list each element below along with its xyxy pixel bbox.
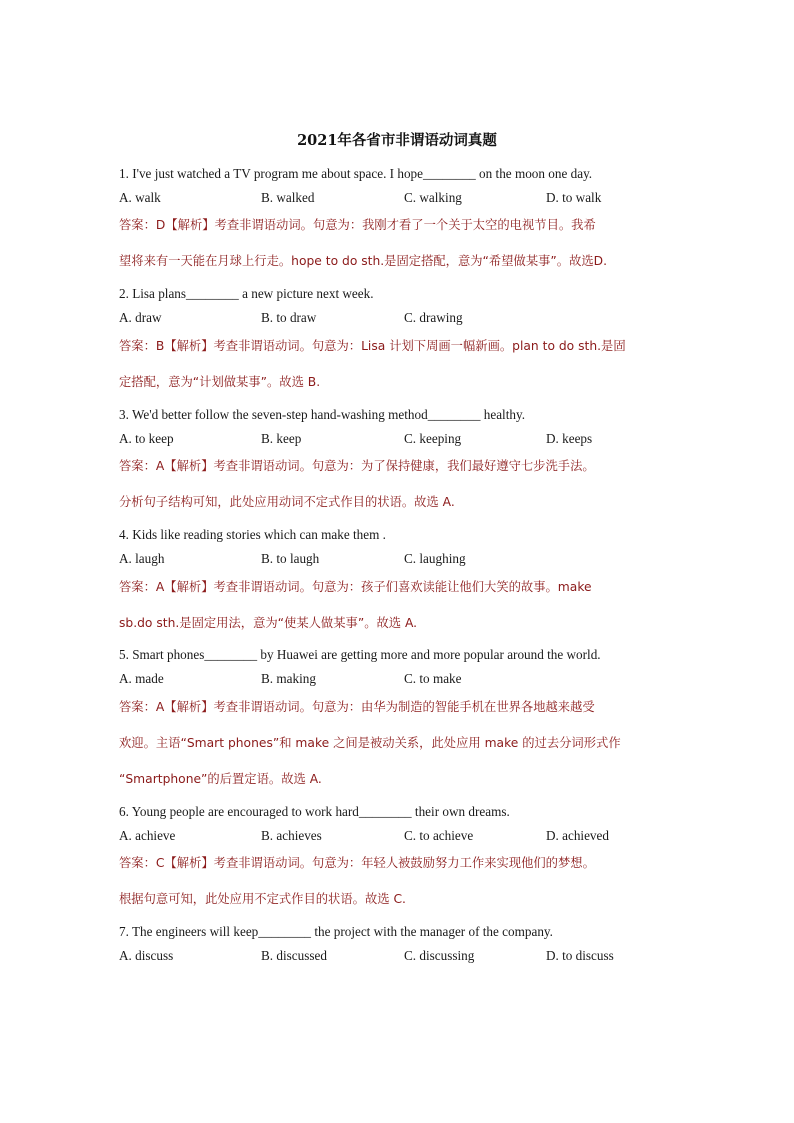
option-c: C. drawing xyxy=(404,310,463,325)
answer-explanation xyxy=(119,689,675,797)
answer-line: “Smartphone”的后置定语。故选 A. xyxy=(119,772,322,786)
option-b: B. discussed xyxy=(261,948,327,963)
option-a: A. to keep xyxy=(119,431,174,446)
option-d: D. to walk xyxy=(546,190,602,205)
answer-explanation xyxy=(119,448,675,520)
question-stem: 2. Lisa plans________ a new picture next week. xyxy=(119,286,374,301)
page-title: 2021年各省市非谓语动词真题 xyxy=(297,132,497,149)
option-a: A. draw xyxy=(119,310,162,325)
answer-line: 答案：B【解析】考查非谓语动词。句意为：Lisa 计划下周画一幅新画。plan to do sth.是固 xyxy=(119,339,626,353)
option-b: B. to laugh xyxy=(261,551,320,566)
option-a: A. achieve xyxy=(119,828,176,843)
option-b: B. keep xyxy=(261,431,302,446)
answer-line: sb.do sth.是固定用法，意为“使某人做某事”。故选 A. xyxy=(119,616,418,630)
question-stem: 6. Young people are encouraged to work hard________ their own dreams. xyxy=(119,804,510,819)
option-c: C. discussing xyxy=(404,948,475,963)
question-stem: 4. Kids like reading stories which can make them . xyxy=(119,527,386,542)
option-a: A. laugh xyxy=(119,551,165,566)
option-row xyxy=(119,190,689,208)
option-row xyxy=(119,431,689,449)
option-c: C. walking xyxy=(404,190,462,205)
option-row xyxy=(119,551,689,569)
question-stem: 5. Smart phones________ by Huawei are getting more and more popular around the world. xyxy=(119,647,601,662)
question-stem: 3. We'd better follow the seven-step hand-washing method________ healthy. xyxy=(119,407,526,422)
option-b: B. making xyxy=(261,671,316,686)
option-b: B. to draw xyxy=(261,310,317,325)
answer-line: 根据句意可知，此处应用不定式作目的状语。故选 C. xyxy=(119,892,406,906)
option-row xyxy=(119,310,689,328)
answer-line: 答案：A【解析】考查非谓语动词。句意为：由华为制造的智能手机在世界各地越来越受 xyxy=(119,700,595,714)
answer-line: 答案：A【解析】考查非谓语动词。句意为：为了保持健康，我们最好遵守七步洗手法。 xyxy=(119,459,595,473)
question-stem: 7. The engineers will keep________ the project with the manager of the company. xyxy=(119,924,553,939)
option-a: A. made xyxy=(119,671,164,686)
option-d: D. achieved xyxy=(546,828,609,843)
option-d: D. to discuss xyxy=(546,948,614,963)
option-b: B. walked xyxy=(261,190,315,205)
answer-explanation xyxy=(119,207,675,279)
answer-explanation xyxy=(119,569,675,641)
answer-line: 分析句子结构可知，此处应用动词不定式作目的状语。故选 A. xyxy=(119,495,455,509)
option-d: D. keeps xyxy=(546,431,593,446)
answer-explanation xyxy=(119,328,675,400)
answer-line: 望将来有一天能在月球上行走。hope to do sth.是固定搭配，意为“希望做某事”。故选D. xyxy=(119,254,608,268)
option-a: A. discuss xyxy=(119,948,174,963)
option-row xyxy=(119,671,689,689)
option-row xyxy=(119,828,689,846)
answer-line: 欢迎。主语“Smart phones”和 make 之间是被动关系，此处应用 make 的过去分词形式作 xyxy=(119,736,621,750)
option-c: C. to achieve xyxy=(404,828,474,843)
option-c: C. to make xyxy=(404,671,462,686)
answer-line: 答案：D【解析】考查非谓语动词。句意为：我刚才看了一个关于太空的电视节目。我希 xyxy=(119,218,596,232)
option-a: A. walk xyxy=(119,190,161,205)
answer-line: 答案：A【解析】考查非谓语动词。句意为：孩子们喜欢读能让他们大笑的故事。make xyxy=(119,580,592,594)
answer-line: 定搭配，意为“计划做某事”。故选 B. xyxy=(119,375,321,389)
option-row xyxy=(119,948,689,966)
option-b: B. achieves xyxy=(261,828,322,843)
question-stem: 1. I've just watched a TV program me about space. I hope________ on the moon one day. xyxy=(119,166,593,181)
option-c: C. keeping xyxy=(404,431,462,446)
answer-line: 答案：C【解析】考查非谓语动词。句意为：年轻人被鼓励努力工作来实现他们的梦想。 xyxy=(119,856,595,870)
option-c: C. laughing xyxy=(404,551,466,566)
answer-explanation xyxy=(119,845,675,917)
